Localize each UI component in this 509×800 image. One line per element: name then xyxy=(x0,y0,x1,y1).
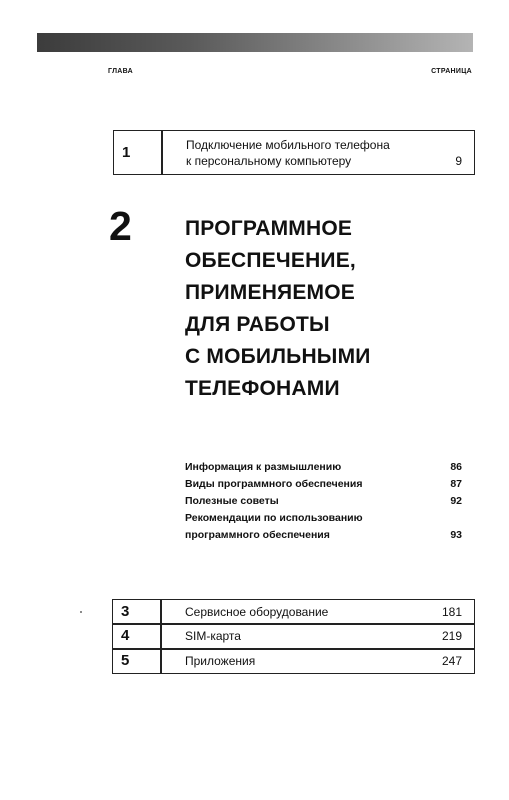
header-bar xyxy=(37,33,473,52)
title-line: ПРИМЕНЯЕМОЕ xyxy=(185,281,355,304)
chapter-title-line1: Подключение мобильного телефона xyxy=(186,138,390,152)
chapter-3-entry[interactable] xyxy=(113,600,474,624)
chapter-number: 1 xyxy=(122,144,131,161)
chapter-title-line2: к персональному компьютеру xyxy=(186,154,352,168)
chapter-column-label: ГЛАВА xyxy=(108,68,134,75)
chapter-1-entry[interactable] xyxy=(113,130,475,175)
chapter-number: 3 xyxy=(121,603,130,620)
chapter-5-entry[interactable] xyxy=(113,649,474,673)
chapter-4-entry[interactable] xyxy=(113,624,474,648)
title-line: ПРОГРАММНОЕ xyxy=(185,217,353,240)
other-chapters-table xyxy=(112,599,475,674)
section-page: 93 xyxy=(450,529,462,541)
section-page: 92 xyxy=(450,495,462,507)
section-page: 87 xyxy=(450,478,462,490)
chapter-page: 181 xyxy=(441,605,462,619)
chapter-number: 4 xyxy=(121,627,130,644)
chapter-title: Сервисное оборудование xyxy=(185,605,329,619)
section-label: Виды программного обеспечения xyxy=(185,478,363,490)
chapter-page: 9 xyxy=(455,154,462,168)
chapter-2-sections xyxy=(185,459,462,544)
current-chapter-title xyxy=(185,213,445,405)
chapter-title: SIM-карта xyxy=(185,629,241,643)
title-line: С МОБИЛЬНЫМИ xyxy=(185,345,371,368)
section-label: Полезные советы xyxy=(185,495,279,507)
section-label-line1: Рекомендации по использованию xyxy=(185,512,363,524)
column-divider xyxy=(161,131,163,174)
section-entry[interactable] xyxy=(185,493,462,510)
section-page: 86 xyxy=(450,461,462,473)
current-chapter-number: 2 xyxy=(109,203,132,249)
section-label-line2: программного обеспечения xyxy=(185,529,330,541)
section-entry[interactable] xyxy=(185,510,462,544)
section-entry[interactable] xyxy=(185,459,462,476)
page-column-label: СТРАНИЦА xyxy=(431,68,472,75)
chapter-page: 247 xyxy=(441,654,462,668)
chapter-number: 5 xyxy=(121,652,130,669)
title-line: ДЛЯ РАБОТЫ xyxy=(185,313,330,336)
title-line: ОБЕСПЕЧЕНИЕ, xyxy=(185,249,356,272)
chapter-page: 219 xyxy=(441,629,462,643)
section-label: Информация к размышлению xyxy=(185,461,342,473)
title-line: ТЕЛЕФОНАМИ xyxy=(185,377,340,400)
chapter-title: Приложения xyxy=(185,654,256,668)
scan-speck xyxy=(80,611,82,613)
section-entry[interactable] xyxy=(185,476,462,493)
